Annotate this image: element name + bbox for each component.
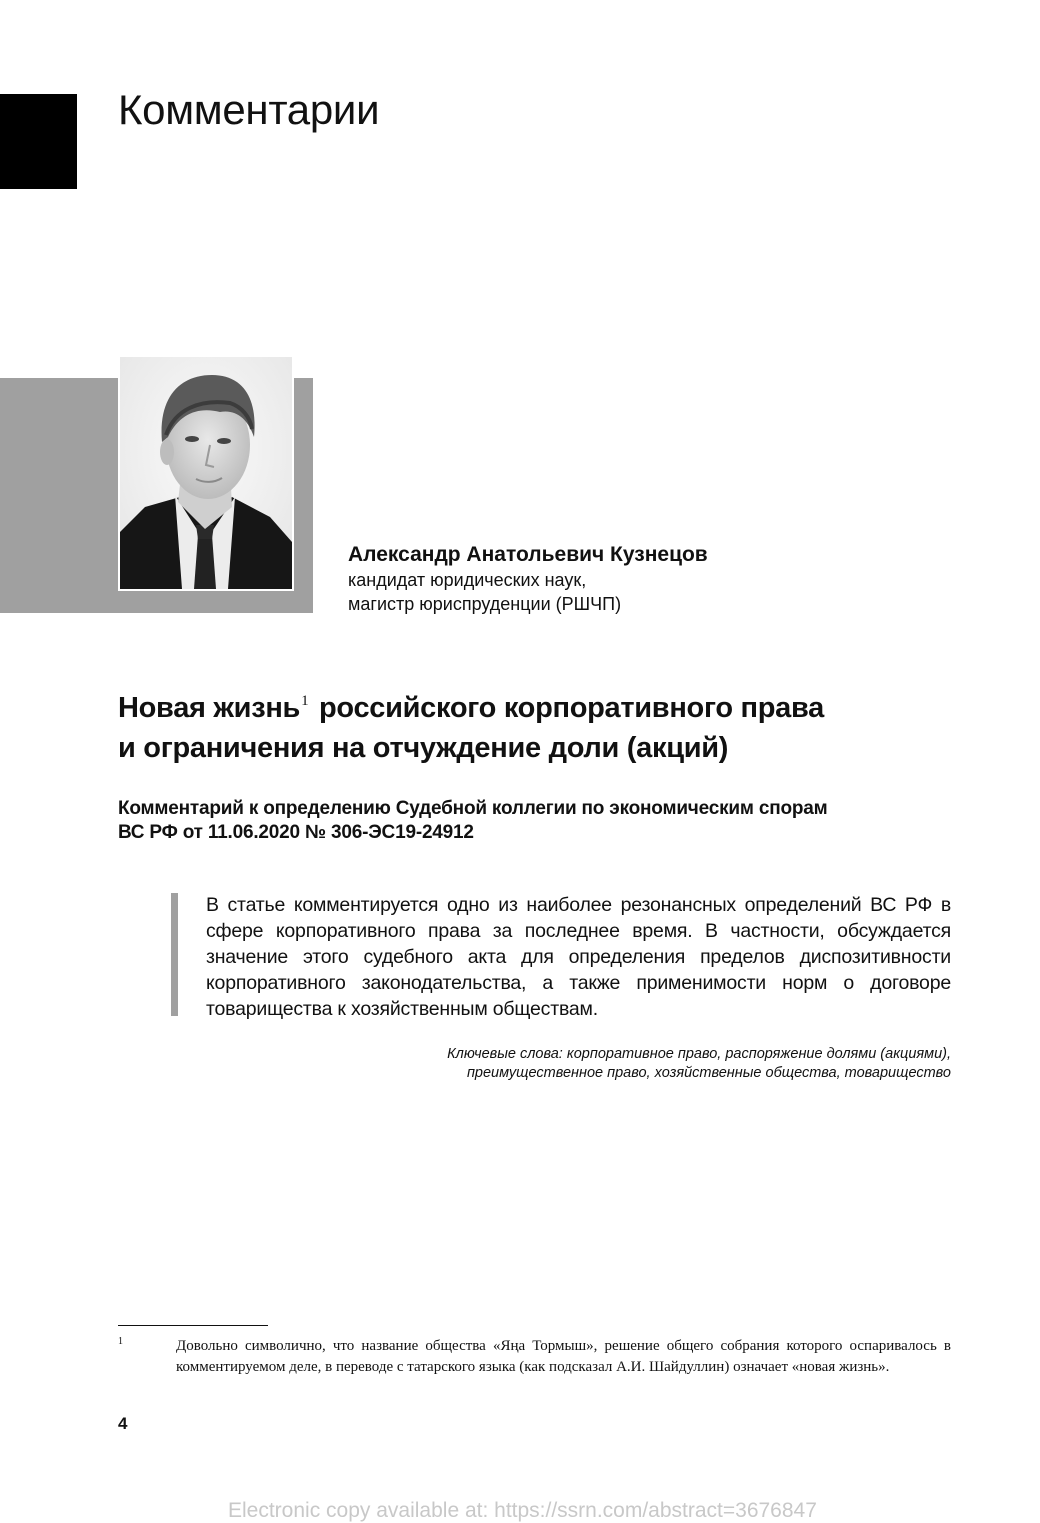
section-marker-block <box>0 94 77 189</box>
footnote-number: 1 <box>118 1336 123 1347</box>
article-subtitle <box>118 797 958 845</box>
author-credential-degree: кандидат юридических наук, <box>348 570 587 590</box>
keywords <box>360 1045 951 1083</box>
author-block <box>348 542 708 616</box>
article-title-part1: Новая жизнь <box>118 692 301 724</box>
article-title-line2: и ограничения на отчуждение доли (акций) <box>118 732 729 764</box>
article-subtitle-line1: Комментарий к определению Судебной коллегии по экономическим спорам <box>118 798 828 819</box>
footnote-divider <box>118 1325 268 1326</box>
ssrn-watermark: Electronic copy available at: https://ssrn.com/abstract=3676847 <box>228 1499 817 1522</box>
portrait-image <box>120 357 292 589</box>
section-title: Комментарии <box>118 86 380 133</box>
page-number: 4 <box>118 1414 128 1433</box>
article-subtitle-line2: ВС РФ от 11.06.2020 № 306-ЭС19-24912 <box>118 822 474 843</box>
footnote-text: Довольно символично, что название общества «Яңа Тормыш», решение общего собрания которого оспаривалось в комментируемом деле, в переводе с татарского языка (как подсказал А.И. Шайдуллин) означает «новая жизнь». <box>176 1338 951 1375</box>
article-title-part2: российского корпоративного права <box>311 692 824 724</box>
author-name: Александр Анатольевич Кузнецов <box>348 543 708 566</box>
abstract-bar <box>171 893 178 1016</box>
author-photo <box>118 355 294 591</box>
article-title <box>118 688 938 768</box>
abstract-text: В статье комментируется одно из наиболее резонансных определений ВС РФ в сфере корпоративного права за последнее время. В частности, обсуждается значение этого судебного акта для определения пределов диспозитивности корпоративного законодательства, а также применимости норм о договоре товарищества к хозяйственным обществам. <box>206 894 951 1020</box>
author-credential-master: магистр юриспруденции (РШЧП) <box>348 594 622 614</box>
keywords-line1: Ключевые слова: корпоративное право, распоряжение долями (акциями), <box>447 1046 951 1062</box>
keywords-line2: преимущественное право, хозяйственные общества, товарищество <box>466 1065 951 1081</box>
footnote-reference[interactable]: 1 <box>301 693 309 709</box>
